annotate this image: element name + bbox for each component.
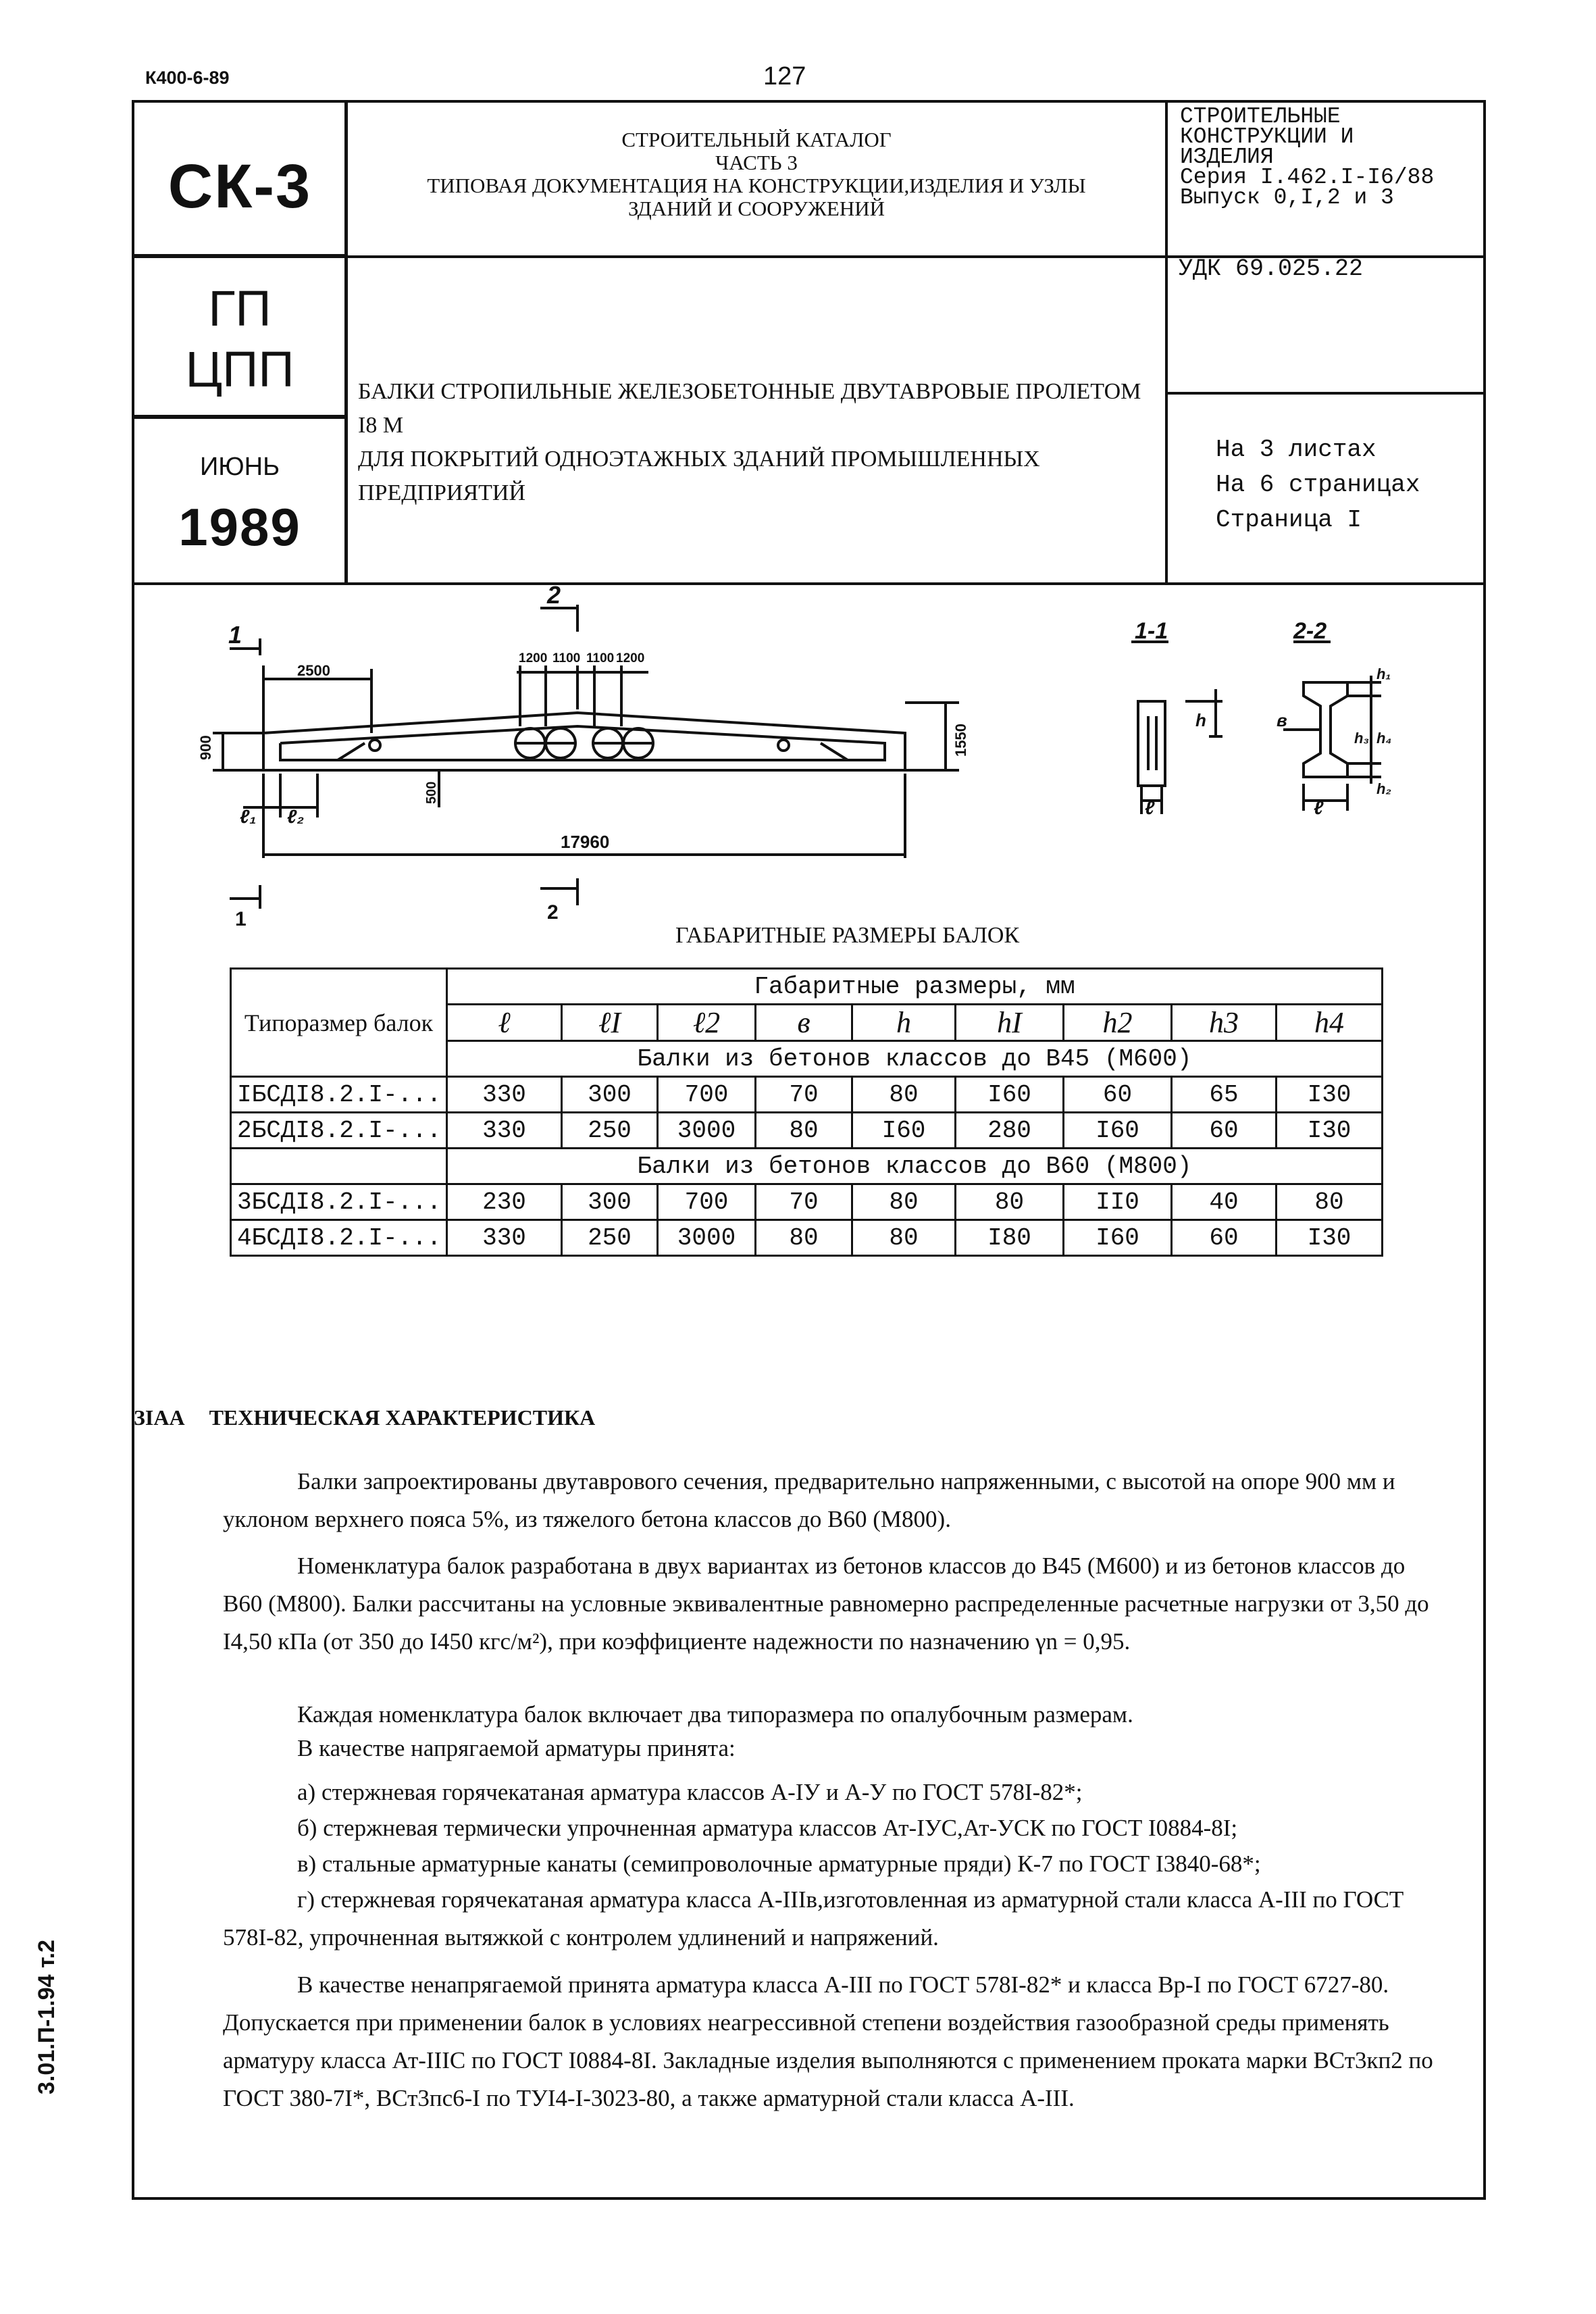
paragraph: Каждая номенклатура балок включает два типоразмера по опалубочным размерам. — [297, 1701, 1133, 1728]
cell: 300 — [562, 1077, 658, 1113]
type-line: ИЗДЕЛИЯ — [1180, 145, 1274, 170]
udk-code: УДК 69.025.22 — [1179, 255, 1364, 282]
list-item: б) стержневая термически упрочненная арматура классов Ат-IУС,Ат-УСК по ГОСТ I0884-8I; — [297, 1815, 1238, 1841]
column-header: в — [756, 1005, 852, 1041]
cell: 80 — [1277, 1184, 1383, 1220]
drawing-caption: ГАБАРИТНЫЕ РАЗМЕРЫ БАЛОК — [675, 923, 1020, 948]
cell: I60 — [1064, 1220, 1172, 1256]
row-name: 2БСДI8.2.I-... — [231, 1113, 447, 1149]
table-row — [231, 1077, 1383, 1113]
catalog-line: ТИПОВАЯ ДОКУМЕНТАЦИЯ НА КОНСТРУКЦИИ,ИЗДЕЛИЯ И УЗЛЫ — [427, 174, 1086, 197]
section-mark-2: 2 — [547, 581, 561, 609]
title-line: ДЛЯ ПОКРЫТИЙ ОДНОЭТАЖНЫХ ЗДАНИЙ ПРОМЫШЛЕННЫХ ПРЕДПРИЯТИЙ — [358, 447, 1040, 505]
cell: 3000 — [658, 1220, 756, 1256]
cell: 80 — [956, 1184, 1064, 1220]
cell: I60 — [852, 1113, 956, 1149]
dimension-label: 1100 — [586, 651, 615, 665]
cell: 70 — [756, 1184, 852, 1220]
date-month: ИЮНЬ — [199, 453, 280, 481]
catalog-line: ЧАСТЬ 3 — [715, 151, 798, 174]
section-mark-1: 1 — [228, 621, 242, 649]
document-code: К400-6-89 — [145, 68, 230, 88]
sheets-count: На 3 листах — [1216, 436, 1376, 463]
catalog-line: СТРОИТЕЛЬНЫЙ КАТАЛОГ — [621, 128, 892, 151]
current-page: Страница I — [1216, 506, 1362, 534]
dimension-label: 1100 — [552, 651, 581, 665]
cell: 40 — [1172, 1184, 1277, 1220]
cell: 80 — [852, 1077, 956, 1113]
organization-line1: ГП — [208, 280, 272, 336]
cell: 80 — [756, 1113, 852, 1149]
column-header: ℓI — [562, 1005, 658, 1041]
list-item: г) стержневая горячекатаная арматура класса А-IIIв,изготовленная из арматурной стали класса А-III по ГОСТ 578I-82, упрочненная вытяжкой с контролем удлинений и напряжений. — [223, 1886, 1404, 1951]
cell: 700 — [658, 1077, 756, 1113]
cell: 3000 — [658, 1113, 756, 1149]
beam-drawing — [0, 0, 1596, 959]
dimension-label: 500 — [424, 781, 439, 804]
cell: 230 — [447, 1184, 562, 1220]
section-mark-1: 1 — [235, 908, 247, 930]
cell: 80 — [756, 1220, 852, 1256]
dimension-label: 1200 — [519, 651, 548, 665]
column-header: ℓ — [447, 1005, 562, 1041]
cell: I30 — [1277, 1220, 1383, 1256]
cell: 330 — [447, 1077, 562, 1113]
dimension-label: 1550 — [952, 724, 969, 757]
section-label: 1-1 — [1135, 618, 1168, 644]
pages-count: На 6 страницах — [1216, 471, 1420, 499]
blank-cell — [231, 1149, 447, 1184]
dimension-label: h₃ — [1354, 730, 1369, 747]
row-name: 3БСДI8.2.I-... — [231, 1184, 447, 1220]
heading-text: ТЕХНИЧЕСКАЯ ХАРАКТЕРИСТИКА — [209, 1405, 596, 1430]
catalog-line: ЗДАНИЙ И СООРУЖЕНИЙ — [628, 197, 885, 220]
dimension-label: в — [1277, 710, 1287, 730]
paragraph: В качестве напрягаемой арматуры принята: — [297, 1735, 736, 1761]
dimension-label: h — [1195, 710, 1206, 730]
table-row — [231, 1184, 1383, 1220]
page-number: 127 — [763, 62, 806, 91]
paragraph: В качестве ненапрягаемой принята арматура класса А-III по ГОСТ 578I-82* и класса Вр-I по ГОСТ 6727-80. Допускается при применении балок в условиях неагрессивной степени воздействия газообразной среды применять арматуру класса Ат-IIIС по ГОСТ I0884-8I. Закладные изделия выполняются с применением проката марки ВСт3кп2 по ГОСТ 380-7I*, ВСт3пс6-I по ТУI4-I-3023-80, а также арматурной стали класса А-III. — [223, 1971, 1433, 2111]
cell: I80 — [956, 1220, 1064, 1256]
side-code: 3.01.П-1.94 т.2 — [34, 1939, 59, 2094]
dimension-label: h₂ — [1376, 780, 1391, 797]
row-name: 4БСДI8.2.I-... — [231, 1220, 447, 1256]
cell: I30 — [1277, 1077, 1383, 1113]
cell: 60 — [1064, 1077, 1172, 1113]
table-header-sizes: Габаритные размеры, мм — [447, 969, 1383, 1005]
dimension-label: h₁ — [1376, 665, 1391, 682]
organization-line2: ЦПП — [185, 341, 294, 397]
cell: 250 — [562, 1113, 658, 1149]
cell: 250 — [562, 1220, 658, 1256]
column-header: ℓ2 — [658, 1005, 756, 1041]
cell: 300 — [562, 1184, 658, 1220]
cell: 60 — [1172, 1113, 1277, 1149]
list-item: в) стальные арматурные канаты (семипроволочные арматурные пряди) К-7 по ГОСТ I3840-68*; — [297, 1851, 1261, 1877]
type-line: Серия I.462.I-I6/88 — [1180, 165, 1435, 190]
cell: 330 — [447, 1220, 562, 1256]
table-row — [231, 1113, 1383, 1149]
cell: 60 — [1172, 1220, 1277, 1256]
type-line: КОНСТРУКЦИИ И — [1180, 124, 1354, 149]
cell: 80 — [852, 1220, 956, 1256]
cell: 70 — [756, 1077, 852, 1113]
cell: 330 — [447, 1113, 562, 1149]
table-row — [231, 1220, 1383, 1256]
cell: II0 — [1064, 1184, 1172, 1220]
table-header-type: Типоразмер балок — [231, 969, 447, 1077]
type-line: СТРОИТЕЛЬНЫЕ — [1180, 104, 1341, 129]
title-line: БАЛКИ СТРОПИЛЬНЫЕ ЖЕЛЕЗОБЕТОННЫЕ ДВУТАВРОВЫЕ ПРОЛЕТОМ I8 М — [358, 379, 1141, 438]
column-header: h2 — [1064, 1005, 1172, 1041]
dimension-label: h₄ — [1376, 730, 1392, 747]
section-label: 2-2 — [1293, 618, 1327, 644]
paragraph: Балки запроектированы двутаврового сечения, предварительно напряженными, с высотой на опоре 900 мм и уклоном верхнего пояса 5%, из тяжелого бетона классов до В60 (М800). — [223, 1468, 1395, 1532]
section-mark-2: 2 — [547, 901, 559, 924]
heading-prefix: ЗIАА — [134, 1405, 185, 1430]
column-header: hI — [956, 1005, 1064, 1041]
row-name: IБСДI8.2.I-... — [231, 1077, 447, 1113]
type-line: Выпуск 0,I,2 и 3 — [1180, 185, 1394, 210]
cell: 280 — [956, 1113, 1064, 1149]
dimension-label: 17960 — [561, 832, 610, 852]
catalog-code: СК-3 — [168, 152, 312, 221]
cell: I60 — [1064, 1113, 1172, 1149]
column-header: h4 — [1277, 1005, 1383, 1041]
cell: 700 — [658, 1184, 756, 1220]
cell: 65 — [1172, 1077, 1277, 1113]
date-year: 1989 — [178, 497, 301, 557]
dimension-label: 1200 — [616, 651, 645, 665]
dimension-label: 900 — [197, 735, 214, 760]
column-header: h — [852, 1005, 956, 1041]
cell: 80 — [852, 1184, 956, 1220]
group-header: Балки из бетонов классов до В60 (М800) — [447, 1149, 1383, 1184]
column-header: h3 — [1172, 1005, 1277, 1041]
dimension-label: ℓ — [1145, 797, 1155, 818]
dimension-label: ℓ₂ — [287, 806, 305, 827]
cell: I60 — [956, 1077, 1064, 1113]
paragraph: Номенклатура балок разработана в двух вариантах из бетонов классов до В45 (М600) и из бетонов классов до В60 (М800). Балки рассчитаны на условные эквивалентные равномерно распределенные расчетные нагрузки от 3,50 до I4,50 кПа (от 350 до I450 кгс/м²), при коэффициенте надежности по назначению γn = 0,95. — [223, 1553, 1429, 1655]
group-header: Балки из бетонов классов до В45 (М600) — [447, 1041, 1383, 1077]
dimension-label: ℓ₁ — [240, 806, 257, 827]
dimension-label: 2500 — [297, 662, 330, 679]
sizes-table — [230, 967, 1383, 1257]
list-item: а) стержневая горячекатаная арматура классов А-IУ и А-У по ГОСТ 578I-82*; — [297, 1779, 1083, 1805]
section-heading — [134, 1405, 619, 1430]
cell: I30 — [1277, 1113, 1383, 1149]
dimension-label: ℓ — [1314, 797, 1324, 818]
